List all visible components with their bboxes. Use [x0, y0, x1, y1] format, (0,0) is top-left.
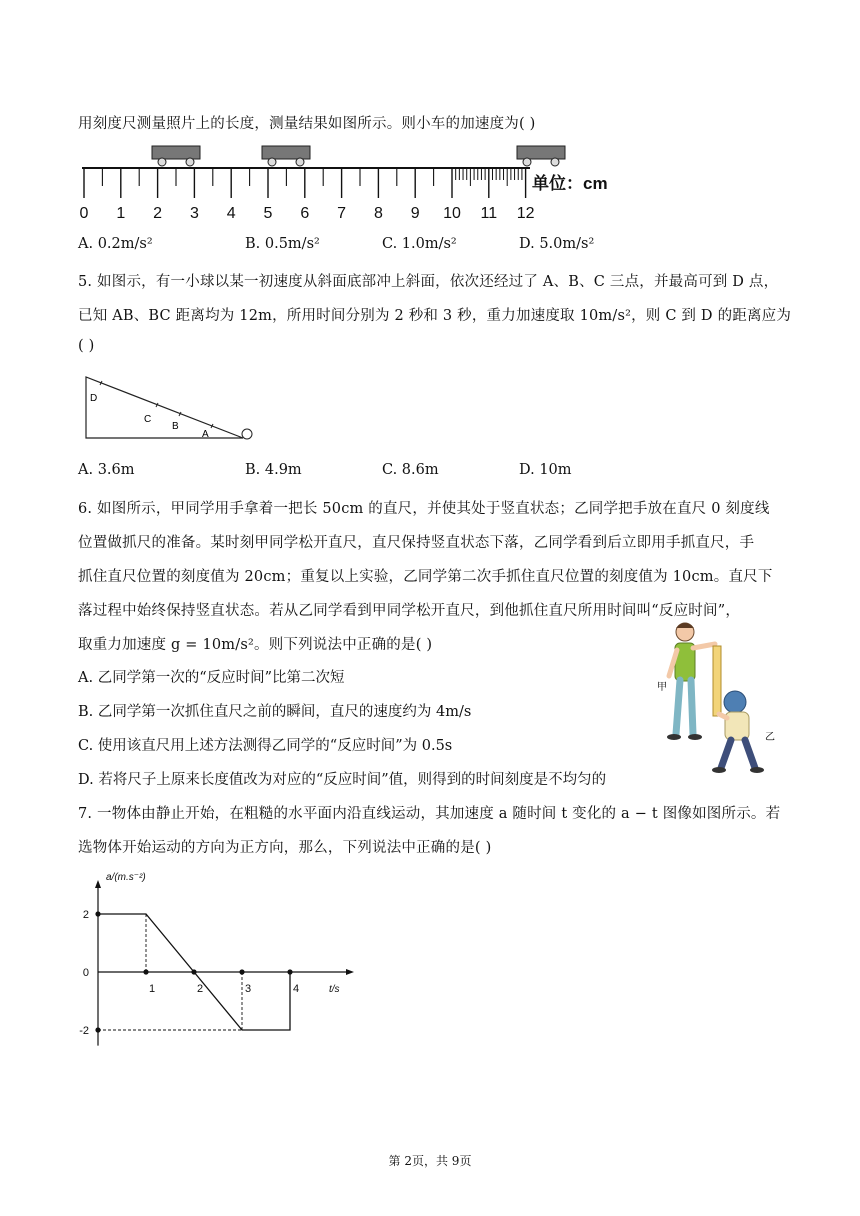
chart-ticks	[79, 909, 299, 1037]
ruler-tick-label: 12	[516, 205, 535, 222]
q6-line-2: 位置做抓尺的准备。某时刻甲同学松开直尺，直尺保持竖直状态下落，乙同学看到后立即用手抓直尺，手	[78, 535, 755, 551]
ruler-tick-label: 7	[337, 205, 347, 222]
q5-option-a[interactable]: A. 3.6m	[78, 462, 135, 478]
person-jia	[667, 623, 715, 740]
q6-line-4: 落过程中始终保持竖直状态。若从乙同学看到甲同学松开直尺，到他抓住直尺所用时间叫“反应时间”，	[78, 603, 741, 619]
ruler-drop-illustration	[655, 618, 785, 776]
chart-x-arrow	[346, 969, 354, 975]
cart-2	[262, 146, 310, 166]
q6-line-3: 抓住直尺位置的刻度值为 20cm；重复以上实验，乙同学第二次手抓住直尺位置的刻度值为 10cm。直尺下	[78, 569, 773, 585]
incline-label-d: D	[90, 393, 98, 404]
ruler-tick-label: 1	[116, 205, 126, 222]
q5-option-b[interactable]: B. 4.9m	[245, 462, 302, 478]
q6-option-a[interactable]: A. 乙同学第一次的“反应时间”比第二次短	[78, 670, 345, 686]
chart-x-tick-label: 1	[149, 983, 156, 995]
ruler-tick-label: 9	[410, 205, 420, 222]
chart-y-arrow	[95, 880, 101, 888]
q6-line-5: 取重力加速度 g = 10m/s²。则下列说法中正确的是( )	[78, 637, 433, 653]
chart-x-tick-label: 2	[197, 983, 204, 995]
chart-ylabel: a/(m.s⁻²)	[106, 872, 146, 883]
cart-1	[152, 146, 200, 166]
ruler-figure	[70, 140, 630, 225]
chart-axes	[95, 880, 354, 1046]
ruler-tick-label: 10	[443, 205, 461, 222]
chart-x-dot	[239, 969, 244, 974]
incline-label-a: A	[202, 429, 209, 440]
q4-option-a[interactable]: A. 0.2m/s²	[78, 236, 153, 252]
q7-line-2: 选物体开始运动的方向为正方向，那么，下列说法中正确的是( )	[78, 840, 492, 856]
chart-x-dot	[143, 969, 148, 974]
ruler-tick-label: 3	[189, 205, 199, 222]
ruler-tick-label: 11	[480, 205, 498, 222]
chart-y-dot	[95, 1027, 100, 1032]
ruler-ticks	[84, 168, 526, 198]
ruler-tick-label: 4	[226, 205, 236, 222]
chart-x-dot	[287, 969, 292, 974]
q6-option-b[interactable]: B. 乙同学第一次抓住直尺之前的瞬间，直尺的速度约为 4m/s	[78, 704, 472, 720]
ruler-unit: 单位：cm	[532, 174, 608, 193]
ruler-tick-label: 8	[373, 205, 383, 222]
q5-line-1: 5. 如图示，有一小球以某一初速度从斜面底部冲上斜面，依次还经过了 A、B、C 三点，并最高可到 D 点，	[78, 274, 779, 290]
ruler-tick-label: 6	[300, 205, 310, 222]
ruler-carts	[152, 146, 565, 166]
q4-option-b[interactable]: B. 0.5m/s²	[245, 236, 320, 252]
q5-option-c[interactable]: C. 8.6m	[382, 462, 439, 478]
chart-x-dot	[191, 969, 196, 974]
q6-option-c[interactable]: C. 使用该直尺用上述方法测得乙同学的“反应时间”为 0.5s	[78, 738, 453, 754]
chart-xlabel: t/s	[329, 984, 340, 995]
chart-y-tick-label: 2	[82, 909, 89, 921]
q6-option-d[interactable]: D. 若将尺子上原来长度值改为对应的“反应时间”值，则得到的时间刻度是不均匀的	[78, 772, 607, 788]
label-jia: 甲	[657, 682, 667, 693]
q7-line-1: 7. 一物体由静止开始，在粗糙的水平面内沿直线运动，其加速度 a 随时间 t 变化的 a − t 图像如图所示。若	[78, 806, 781, 822]
q6-line-1: 6. 如图所示，甲同学用手拿着一把长 50cm 的直尺，并使其处于竖直状态；乙同学把手放在直尺 0 刻度线	[78, 501, 770, 517]
ruler-tick-label: 0	[79, 205, 89, 222]
a-t-chart	[76, 866, 366, 1056]
incline-label-c: C	[144, 414, 152, 425]
q5-option-d[interactable]: D. 10m	[519, 462, 572, 478]
held-ruler	[713, 646, 721, 716]
chart-x-tick-label: 3	[245, 983, 252, 995]
q5-line-2: 已知 AB、BC 距离均为 12m，所用时间分别为 2 秒和 3 秒，重力加速度取 10m/s²，则 C 到 D 的距离应为	[78, 308, 792, 324]
q4-option-d[interactable]: D. 5.0m/s²	[519, 236, 595, 252]
label-yi: 乙	[765, 732, 775, 743]
chart-y-tick-label: 0	[82, 967, 89, 979]
ruler-tick-label: 2	[153, 205, 163, 222]
ruler-labels	[80, 205, 535, 222]
chart-y-tick-label: -2	[79, 1025, 89, 1037]
q5-line-3: ( )	[78, 338, 95, 354]
chart-x-tick-label: 4	[293, 983, 300, 995]
chart-y-dot	[95, 911, 100, 916]
ruler-tick-label: 5	[263, 205, 273, 222]
q4-intro: 用刻度尺测量照片上的长度，测量结果如图所示。则小车的加速度为( )	[78, 116, 536, 132]
q4-option-c[interactable]: C. 1.0m/s²	[382, 236, 457, 252]
cart-3	[517, 146, 565, 166]
incline-label-b: B	[172, 421, 179, 432]
incline-figure	[80, 372, 260, 444]
page-footer: 第 2页，共 9页	[388, 1154, 472, 1168]
ball	[242, 429, 252, 439]
